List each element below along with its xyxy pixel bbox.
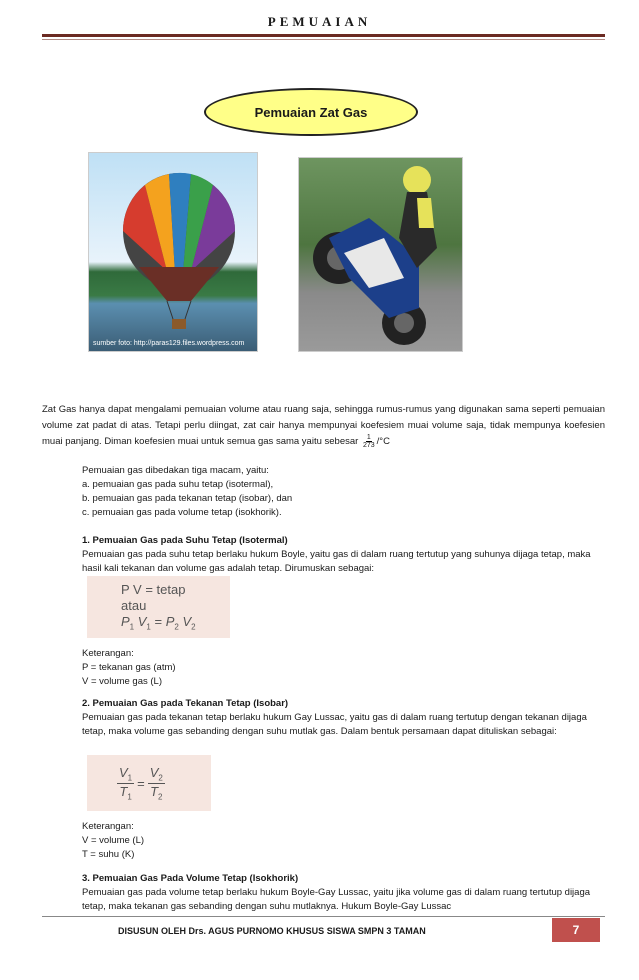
page-header-title: PEMUAIAN [267,14,372,29]
ket-v: V = volume gas (L) [82,676,162,687]
ket-p: P = tekanan gas (atm) [82,662,176,673]
ket-volume: V = volume (L) [82,835,145,846]
coefficient-fraction [363,434,375,449]
page-number: 7 [552,918,600,942]
type-a: a. pemuaian gas pada suhu tetap (isotermal), [82,479,274,490]
isotermal-heading: 1. Pemuaian Gas pada Suhu Tetap (Isotermal) [82,535,288,546]
formula-line-equality: $P_1$ $V_1 = P_2$ $V_2$ [121,614,196,632]
section-isobar [82,697,602,739]
intro-text: Zat Gas hanya dapat mengalami pemuaian volume atau ruang saja, sehingga rumus-rumus yang digunakan sama seperti pemuaian volume zat padat di atas. Tetapi perlu diingat, zat cair hanya mempunyai koefesiem muai volume saja, tidak mempunya koefesien muai panjang. Diman koefesien muai untuk semua gas sama yaitu sebesar [42,404,605,448]
isokhorik-text: Pemuaian gas pada volume tetap berlaku hukum Boyle-Gay Lussac, yaitu jika volume gas di dalam ruang tertutup dijaga tetap, maka tekanan gas sebanding dengan suhu mutlaknya. Hukum Boyle-Gay Lussac [82,887,591,912]
footer-rule [42,916,605,917]
isotermal-keterangan [82,647,602,689]
intro-paragraph [42,402,605,450]
type-b: b. pemuaian gas pada tekanan tetap (isobar), dan [82,493,293,504]
boyle-formula [87,576,230,638]
ket-label: Keterangan: [82,821,134,832]
ket-label: Keterangan: [82,648,134,659]
header-rule-thin [42,39,605,40]
formula-fraction-equality: $\frac{V_1}{T_1}$ = $\frac{V_2}{T_2}$ [119,765,163,802]
types-intro: Pemuaian gas dibedakan tiga macam, yaitu: [82,465,269,476]
ket-suhu: T = suhu (K) [82,849,135,860]
section-title-oval [204,88,418,136]
motorcycle-wheelie-photo [298,157,463,352]
fraction-denominator: 273 [362,442,375,449]
isotermal-text: Pemuaian gas pada suhu tetap berlaku hukum Boyle, yaitu gas di dalam ruang tertutup yang suhunya dijaga tetap, maka hasil kali tekanan dan volume gas adalah tetap. Dirumuskan sebagai: [82,549,591,574]
isobar-heading: 2. Pemuaian Gas pada Tekanan Tetap (Isobar) [82,698,289,709]
footer-author: DISUSUN OLEH Drs. AGUS PURNOMO KHUSUS SISWA SMPN 3 TAMAN [118,926,426,936]
section-title: Pemuaian Zat Gas [254,104,368,120]
isobar-keterangan [82,820,602,862]
isobar-text: Pemuaian gas pada tekanan tetap berlaku hukum Gay Lussac, yaitu gas di dalam ruang tertutup dengan tekanan dijaga tetap, maka volume gas sebanding dengan suhu mutlak gas. Dalam bentuk persamaan dapat dituliskan sebagai: [82,712,587,737]
header-rule [42,34,605,37]
formula-line-atau: atau [121,598,147,613]
coefficient-unit: /°C [376,436,390,448]
hot-air-balloon-photo [88,152,258,352]
fraction-numerator: 1 [366,434,371,441]
types-list [82,464,602,520]
section-isotermal [82,534,602,576]
formula-line-pv: P V = tetap [121,582,186,597]
isokhorik-heading: 3. Pemuaian Gas Pada Volume Tetap (Isokhorik) [82,873,299,884]
photo-credit: sumber foto: http://paras129.files.wordpress.com [93,340,245,347]
gay-lussac-formula [87,755,211,811]
section-isokhorik [82,872,602,914]
type-c: c. pemuaian gas pada volume tetap (isokhorik). [82,507,282,518]
